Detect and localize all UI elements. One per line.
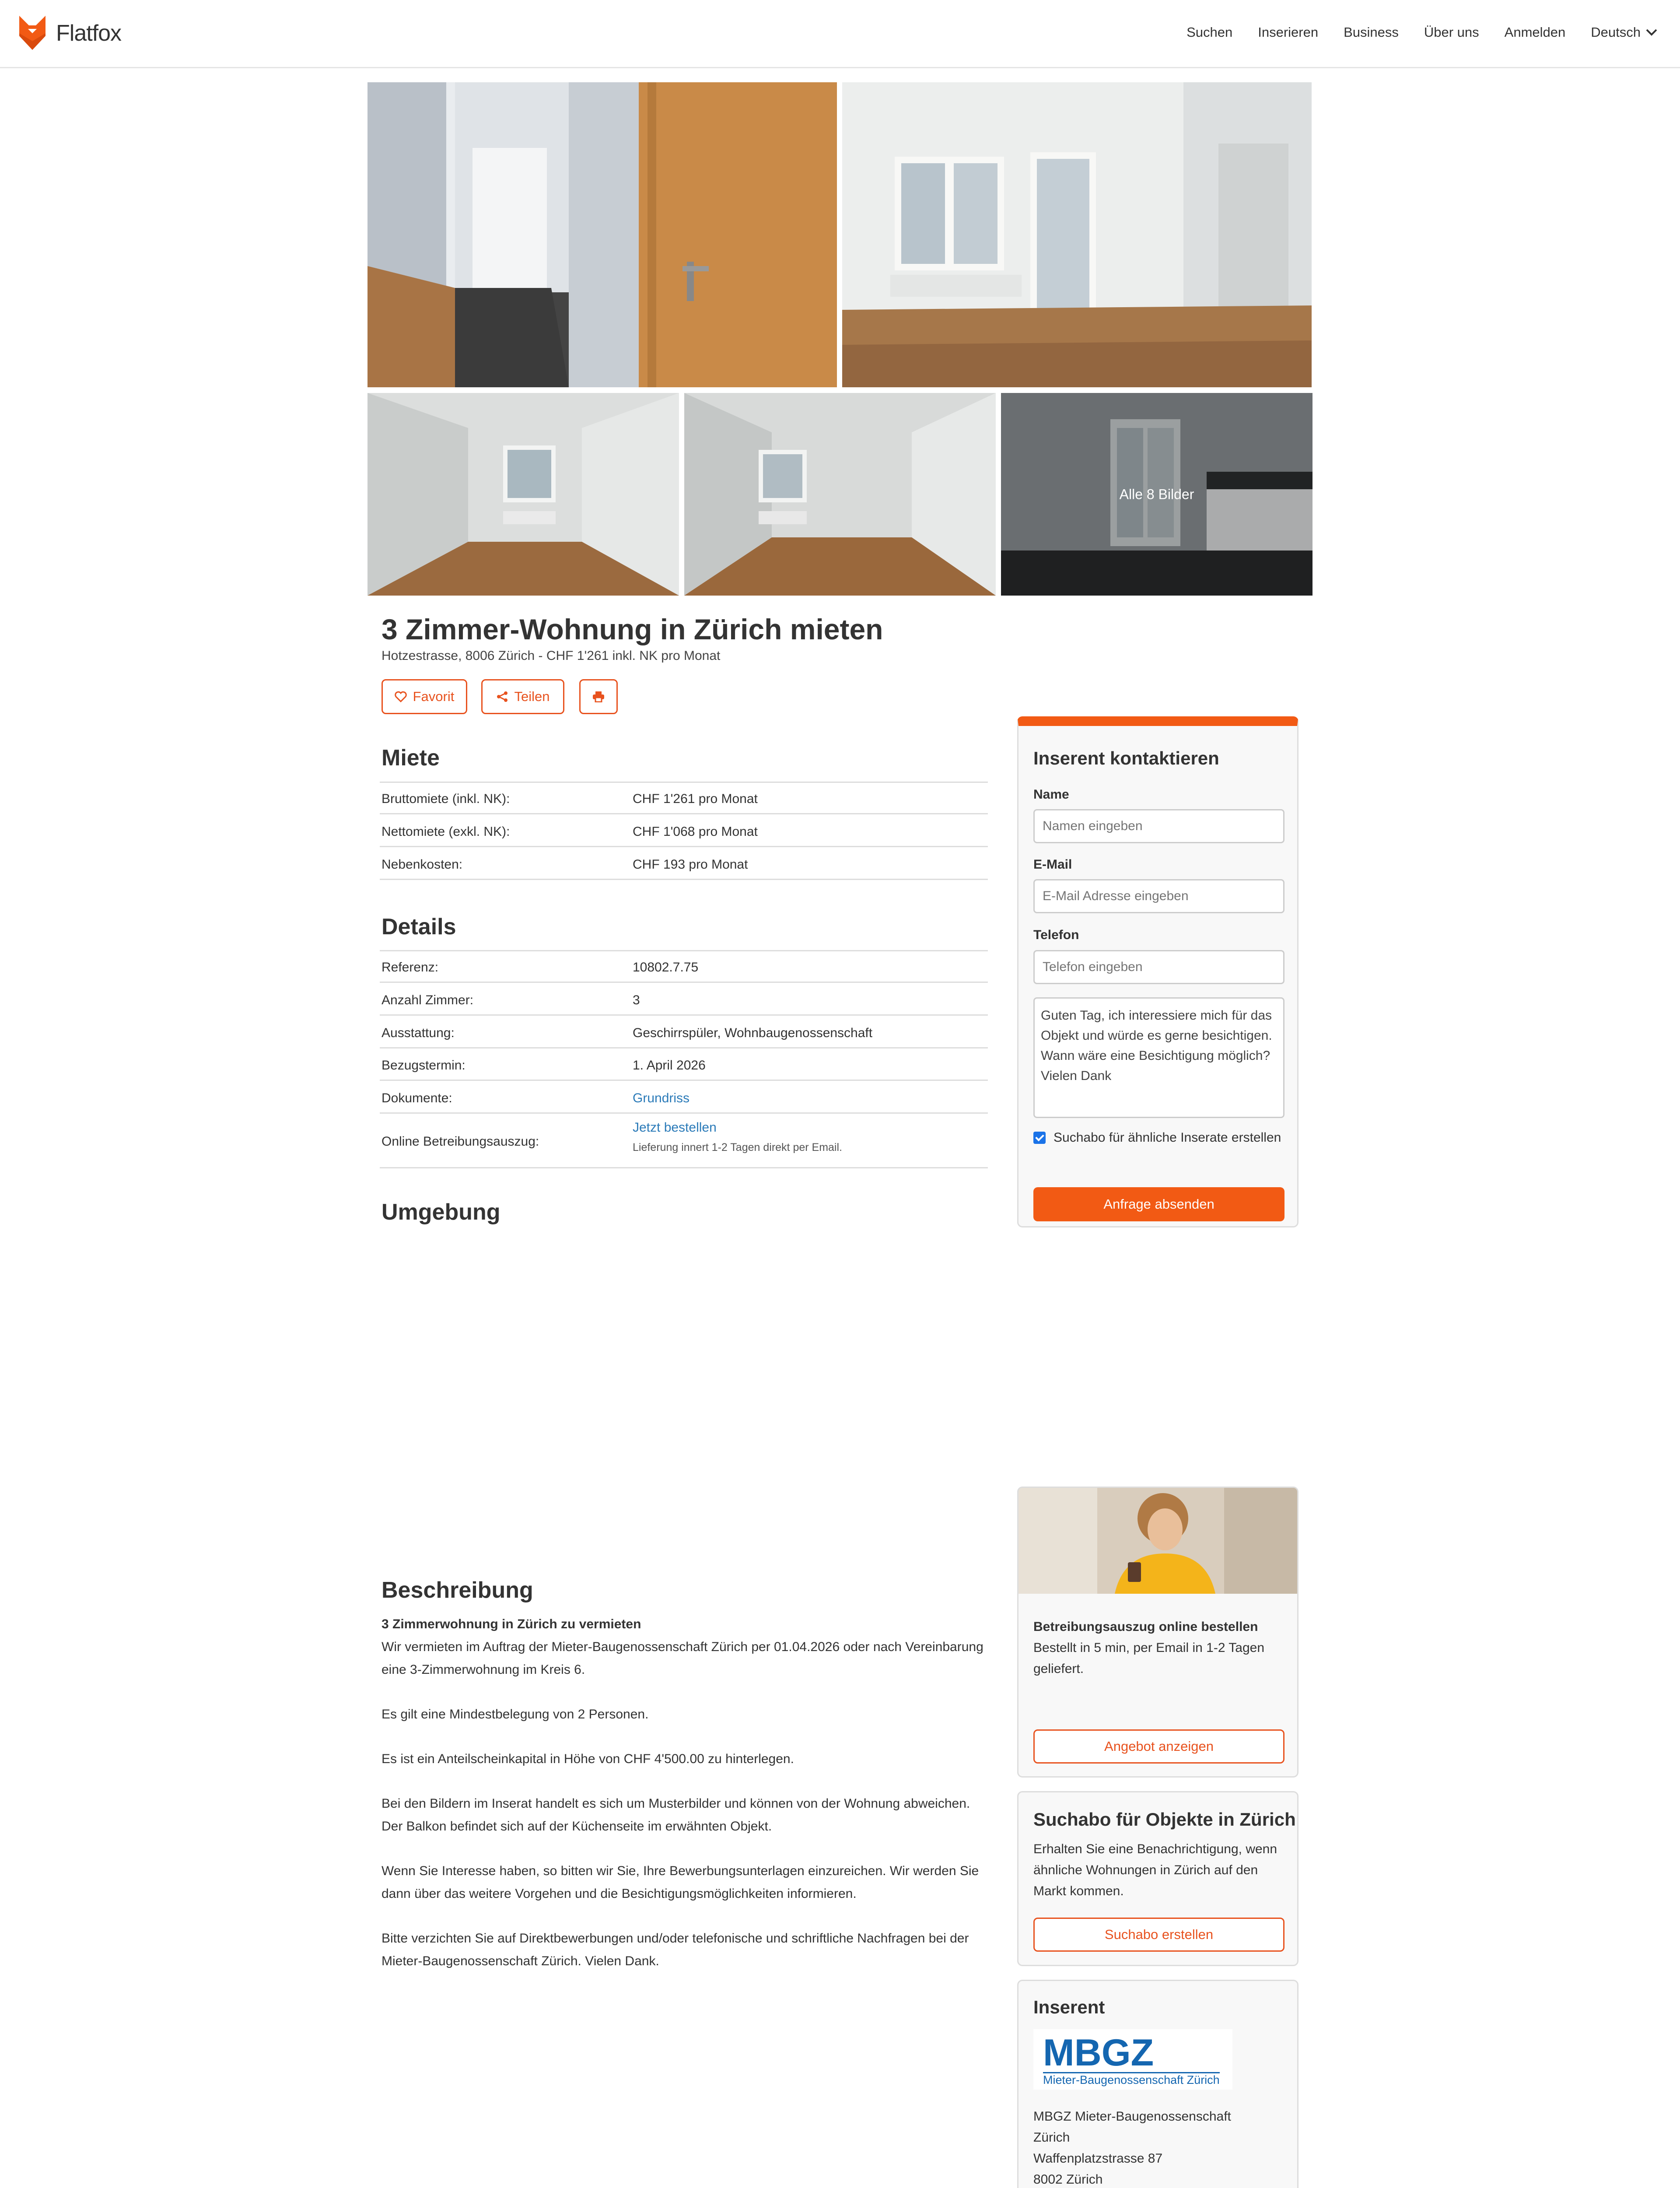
description-paragraph: Es ist ein Anteilscheinkapital in Höhe von CHF 4'500.00 zu hinterlegen.	[382, 1752, 794, 1766]
promo-text: Bestellt in 5 min, per Email in 1-2 Tagen geliefert.	[1033, 1641, 1265, 1676]
advertiser-logo-big: MBGZ	[1043, 2032, 1154, 2074]
details-row: Ausstattung: Geschirrspüler, Wohnbaugenossenschaft	[380, 1017, 988, 1048]
photo-bedroom-1[interactable]	[368, 393, 679, 596]
details-row: Dokumente: Grundriss	[380, 1082, 988, 1114]
advertiser-heading: Inserent	[1033, 1997, 1105, 2017]
extract-promo-card	[1017, 1487, 1298, 1778]
phone-input[interactable]	[1033, 950, 1284, 984]
name-label: Name	[1033, 787, 1069, 802]
contact-card	[1017, 716, 1298, 1227]
search-alert-checkbox-row[interactable]	[1033, 1128, 1284, 1148]
email-input[interactable]	[1033, 879, 1284, 913]
listing-subtitle: Hotzestrasse, 8006 Zürich - CHF 1'261 inkl. NK pro Monat	[382, 649, 721, 663]
nav-login[interactable]: Anmelden	[1504, 25, 1566, 40]
share-icon	[496, 691, 508, 703]
details-row: Anzahl Zimmer: 3	[380, 984, 988, 1016]
nav-business[interactable]: Business	[1344, 25, 1399, 40]
page-title: 3 Zimmer-Wohnung in Zürich mieten	[382, 613, 883, 645]
nav-search[interactable]: Suchen	[1186, 25, 1233, 40]
contact-heading: Inserent kontaktieren	[1033, 748, 1219, 768]
description-paragraph: Bei den Bildern im Inserat handelt es sich um Musterbilder und können von der Wohnung abweichen. Der Balkon befindet sich auf der Küchenseite im erwähnten Objekt.	[382, 1796, 970, 1834]
language-label: Deutsch	[1591, 25, 1641, 40]
create-search-alert-button[interactable]: Suchabo erstellen	[1033, 1918, 1284, 1952]
photo-hallway[interactable]	[368, 82, 837, 387]
promo-heading: Betreibungsauszug online bestellen	[1033, 1620, 1258, 1634]
chevron-down-icon	[1646, 29, 1657, 36]
print-button[interactable]	[579, 679, 618, 714]
advertiser-card	[1017, 1980, 1298, 2188]
details-row: Bezugstermin: 1. April 2026	[380, 1049, 988, 1081]
print-icon	[592, 691, 605, 702]
rent-row: Bruttomiete (inkl. NK): CHF 1'261 pro Monat	[380, 783, 988, 814]
surroundings-heading: Umgebung	[382, 1199, 500, 1225]
photo-living-room[interactable]	[842, 82, 1312, 387]
description-paragraph: Bitte verzichten Sie auf Direktbewerbungen und/oder telefonische und schriftliche Nachfragen bei der Mieter-Baugenossenschaft Zürich. Vielen Dank.	[382, 1931, 969, 1968]
promo-woman-image	[1018, 1488, 1298, 1594]
description-paragraph: Wir vermieten im Auftrag der Mieter-Baugenossenschaft Zürich per 01.04.2026 oder nach Vereinbarung eine 3-Zimmerwohnung im Kreis 6.	[382, 1640, 984, 1677]
floor-plan-link[interactable]: Grundriss	[633, 1091, 690, 1105]
search-alert-card	[1017, 1791, 1298, 1966]
description-body	[382, 1613, 990, 1995]
description-heading: Beschreibung	[382, 1578, 533, 1603]
delivery-note: Lieferung innert 1-2 Tagen direkt per Email.	[633, 1141, 842, 1154]
advertiser-address: MBGZ Mieter-Baugenossenschaft Zürich Waffenplatzstrasse 87 8002 Zürich	[1033, 2109, 1231, 2187]
name-input[interactable]	[1033, 809, 1284, 843]
email-label: E-Mail	[1033, 857, 1072, 872]
top-navigation-bar	[0, 0, 1680, 68]
search-alert-checkbox[interactable]	[1033, 1132, 1046, 1144]
flatfox-logo[interactable]	[18, 16, 121, 51]
brand-name: Flatfox	[56, 21, 122, 46]
favorite-label: Favorit	[413, 689, 455, 704]
share-button[interactable]	[481, 679, 564, 714]
advertiser-logo	[1033, 2029, 1232, 2090]
language-menu[interactable]	[1591, 25, 1657, 40]
description-paragraph: Es gilt eine Mindestbelegung von 2 Personen.	[382, 1707, 649, 1722]
rent-row: Nettomiete (exkl. NK): CHF 1'068 pro Monat	[380, 816, 988, 847]
search-alert-heading: Suchabo für Objekte in Zürich	[1033, 1809, 1296, 1830]
rent-row: Nebenkosten: CHF 193 pro Monat	[380, 849, 988, 880]
favorite-button[interactable]	[382, 679, 467, 714]
nav-advertise[interactable]: Inserieren	[1258, 25, 1319, 40]
details-heading: Details	[382, 914, 456, 940]
rent-heading: Miete	[382, 745, 440, 771]
message-textarea[interactable]: Guten Tag, ich interessiere mich für das Objekt und würde es gerne besichtigen. Wann wäre eine Besichtigung möglich? Vielen Dank	[1033, 997, 1284, 1118]
phone-label: Telefon	[1033, 928, 1079, 942]
nav-about[interactable]: Über uns	[1424, 25, 1479, 40]
advertiser-logo-small: Mieter-Baugenossenschaft Zürich	[1043, 2072, 1220, 2086]
fox-logo-icon	[18, 16, 47, 51]
photo-kitchen[interactable]	[1001, 393, 1312, 596]
photo-bedroom-2[interactable]	[684, 393, 996, 596]
share-label: Teilen	[514, 689, 550, 704]
description-paragraph: Wenn Sie Interesse haben, so bitten wir Sie, Ihre Bewerbungsunterlagen einzureichen. Wir werden Sie dann über das weitere Vorgehen und die Besichtigungsmöglichkeiten informieren.	[382, 1864, 979, 1901]
send-inquiry-button[interactable]: Anfrage absenden	[1033, 1187, 1284, 1221]
description-lead: 3 Zimmerwohnung in Zürich zu vermieten	[382, 1617, 641, 1631]
order-extract-link[interactable]: Jetzt bestellen	[633, 1120, 717, 1135]
heart-icon	[395, 691, 407, 702]
main-nav	[1186, 25, 1657, 40]
all-photos-label[interactable]: Alle 8 Bilder	[1119, 486, 1194, 502]
details-row: Online Betreibungsauszug: Jetzt bestellen Lieferung innert 1-2 Tagen direkt per Email.	[380, 1115, 988, 1168]
search-alert-text: Erhalten Sie eine Benachrichtigung, wenn ähnliche Wohnungen in Zürich auf den Markt kommen.	[1033, 1842, 1278, 1898]
show-offer-button[interactable]: Angebot anzeigen	[1033, 1729, 1284, 1764]
search-alert-checkbox-label: Suchabo für ähnliche Inserate erstellen	[1054, 1130, 1281, 1145]
details-row: Referenz: 10802.7.75	[380, 951, 988, 983]
